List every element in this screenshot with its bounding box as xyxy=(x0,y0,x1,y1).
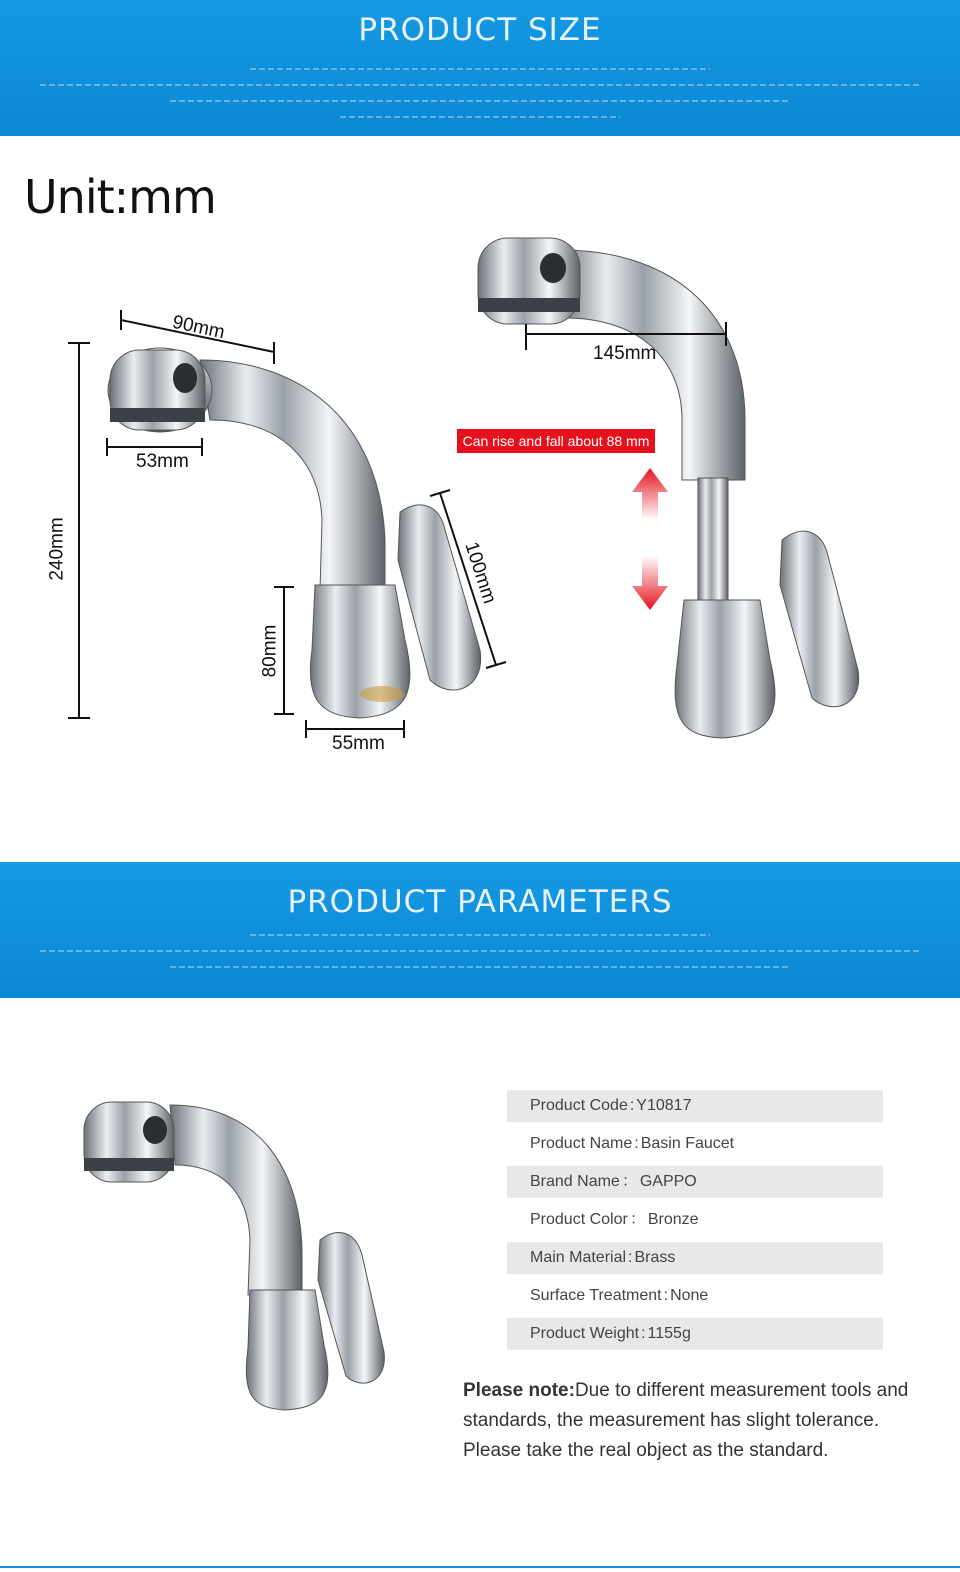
param-label: Surface Treatment xyxy=(530,1287,662,1304)
param-label: Product Name xyxy=(530,1135,633,1152)
dim-label-total-height: 240mm xyxy=(46,517,68,581)
rise-fall-badge: Can rise and fall about 88 mm xyxy=(457,429,655,453)
param-row-product-name xyxy=(507,1128,883,1160)
param-row-surface-treatment xyxy=(507,1280,883,1312)
param-row-main-material xyxy=(507,1242,883,1274)
rise-fall-arrows xyxy=(632,468,668,610)
dim-label-head-width: 53mm xyxy=(136,451,189,472)
dim-label-base-height: 80mm xyxy=(259,624,281,678)
dim-label-base-width: 55mm xyxy=(332,733,385,754)
decorative-fine-text xyxy=(250,934,710,936)
param-separator: : xyxy=(634,1135,639,1152)
param-separator: : xyxy=(663,1287,669,1304)
param-separator: : xyxy=(629,1097,635,1114)
dim-label-handle-length: 100mm xyxy=(460,539,500,607)
param-value: Basin Faucet xyxy=(640,1135,735,1152)
param-value: 1155g xyxy=(647,1325,691,1342)
product-parameters-banner xyxy=(0,862,960,998)
parameters-table xyxy=(507,1090,883,1356)
param-separator: ： xyxy=(629,1211,646,1228)
param-label: Main Material xyxy=(530,1249,627,1266)
section-title: PRODUCT PARAMETERS xyxy=(287,884,673,920)
param-separator: : xyxy=(628,1249,633,1266)
param-row-brand-name xyxy=(507,1166,883,1198)
unit-label: Unit:mm xyxy=(24,170,216,224)
param-value: None xyxy=(670,1287,709,1304)
param-separator: : xyxy=(641,1325,646,1342)
param-label: Product Weight xyxy=(530,1325,640,1342)
param-value: Y10817 xyxy=(636,1097,692,1114)
tolerance-note xyxy=(463,1376,933,1466)
param-label: Brand Name xyxy=(530,1173,620,1190)
param-label: Product Color xyxy=(530,1211,628,1228)
bottom-divider xyxy=(0,1566,960,1568)
faucet-image-parameters xyxy=(70,1090,400,1420)
section-title: PRODUCT SIZE xyxy=(358,12,602,48)
note-heading: Please note: xyxy=(463,1380,575,1401)
param-label: Product Code xyxy=(530,1097,628,1114)
faucet-image-right xyxy=(478,238,859,738)
param-value: Bronze xyxy=(647,1211,699,1228)
param-row-product-weight xyxy=(507,1318,883,1350)
param-separator: ： xyxy=(621,1173,638,1190)
dim-label-spout-width: 90mm xyxy=(170,311,227,344)
note-text: Due to different measurement tools and standards, the measurement has slight tolerance. Please take the real object as the standard. xyxy=(463,1380,909,1461)
param-value: Brass xyxy=(634,1249,676,1266)
decorative-fine-text xyxy=(170,966,790,968)
faucet-image-left xyxy=(108,348,481,718)
param-row-product-color xyxy=(507,1204,883,1236)
decorative-fine-text xyxy=(40,950,920,952)
param-value: GAPPO xyxy=(639,1173,697,1190)
param-row-product-code xyxy=(507,1090,883,1122)
dim-label-reach: 145mm xyxy=(593,343,657,364)
